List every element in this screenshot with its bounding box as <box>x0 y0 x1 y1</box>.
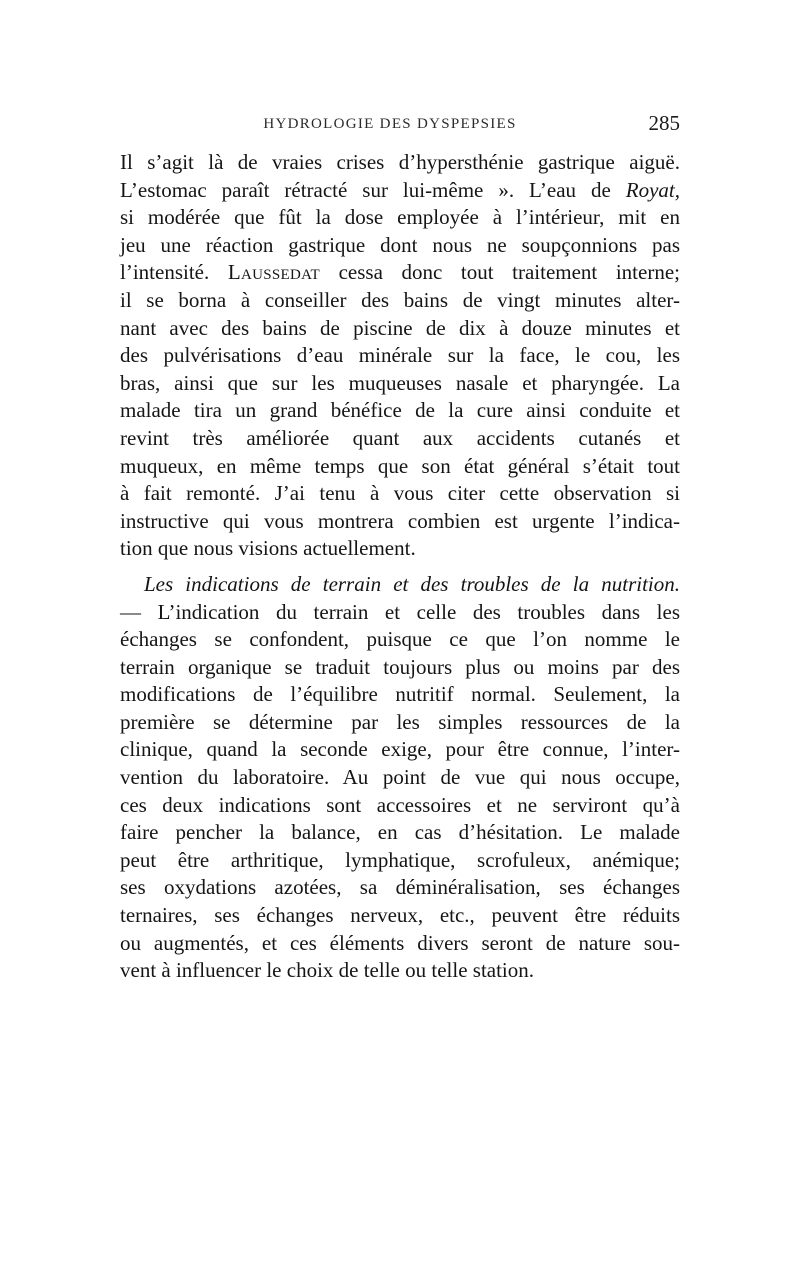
running-head <box>120 113 680 143</box>
running-title: HYDROLOGIE DES DYSPEPSIES <box>263 116 517 132</box>
text-segment: l’intensité. <box>120 260 228 285</box>
text-segment: cessa donc tout traitement interne; <box>320 260 680 285</box>
text-line: muqueux, en même temps que son état général s’était tout <box>120 453 680 478</box>
text-line: clinique, quand la seconde exige, pour être connue, l’inter- <box>120 737 680 762</box>
text-line: ternaires, ses échanges nerveux, etc., peuvent être réduits <box>120 903 680 928</box>
paragraph-1 <box>120 149 680 563</box>
text-line: nant avec des bains de piscine de dix à douze minutes et <box>120 315 680 340</box>
text-line: instructive qui vous montrera combien est urgente l’indica- <box>120 508 680 533</box>
text-line: première se détermine par les simples ressources de la <box>120 709 680 734</box>
text-segment: L’estomac paraît rétracté sur lui-même ». L’eau de <box>120 177 626 202</box>
text-line: malade tira un grand bénéfice de la cure ainsi conduite et <box>120 398 680 423</box>
body-text <box>120 149 680 985</box>
text-line: modifications de l’équilibre nutritif normal. Seulement, la <box>120 682 680 707</box>
text-line: ces deux indications sont accessoires et ne serviront qu’à <box>120 792 680 817</box>
text-line: ses oxydations azotées, sa déminéralisation, ses échanges <box>120 875 680 900</box>
paragraph-2 <box>120 571 680 985</box>
text-line: à fait remonté. J’ai tenu à vous citer cette observation si <box>120 481 680 506</box>
page-number: 285 <box>648 111 680 135</box>
text-line: bras, ainsi que sur les muqueuses nasale et pharyngée. La <box>120 370 680 395</box>
text-line: ou augmentés, et ces éléments divers seront de nature sou- <box>120 930 680 955</box>
section-heading: Les indications de terrain et des troubles de la nutrition. <box>144 571 680 596</box>
text-line: des pulvérisations d’eau minérale sur la face, le cou, les <box>120 343 680 368</box>
text-line: jeu une réaction gastrique dont nous ne soupçonnions pas <box>120 232 680 257</box>
text-line: vent à influencer le choix de telle ou telle station. <box>120 958 535 983</box>
text-line: échanges se confondent, puisque ce que l’on nomme le <box>120 627 680 652</box>
text-line <box>120 259 680 287</box>
text-line: peut être arthritique, lymphatique, scrofuleux, anémique; <box>120 847 680 872</box>
text-line: — L’indication du terrain et celle des troubles dans les <box>120 599 680 624</box>
text-line: il se borna à conseiller des bains de vingt minutes alter- <box>120 287 680 312</box>
text-line: faire pencher la balance, en cas d’hésitation. Le malade <box>120 820 680 845</box>
text-line: si modérée que fût la dose employée à l’intérieur, mit en <box>120 205 680 230</box>
text-line: revint très améliorée quant aux accidents cutanés et <box>120 425 680 450</box>
text-line: vention du laboratoire. Au point de vue qui nous occupe, <box>120 765 680 790</box>
text-line: terrain organique se traduit toujours plus ou moins par des <box>120 654 680 679</box>
text-line: tion que nous visions actuellement. <box>120 536 416 561</box>
text-line: Il s’agit là de vraies crises d’hypersthénie gastrique aiguë. <box>120 150 680 174</box>
author-name-laussedat: Laussedat <box>227 260 321 285</box>
text-line <box>120 177 680 205</box>
place-name-royat: Royat, <box>625 177 680 202</box>
